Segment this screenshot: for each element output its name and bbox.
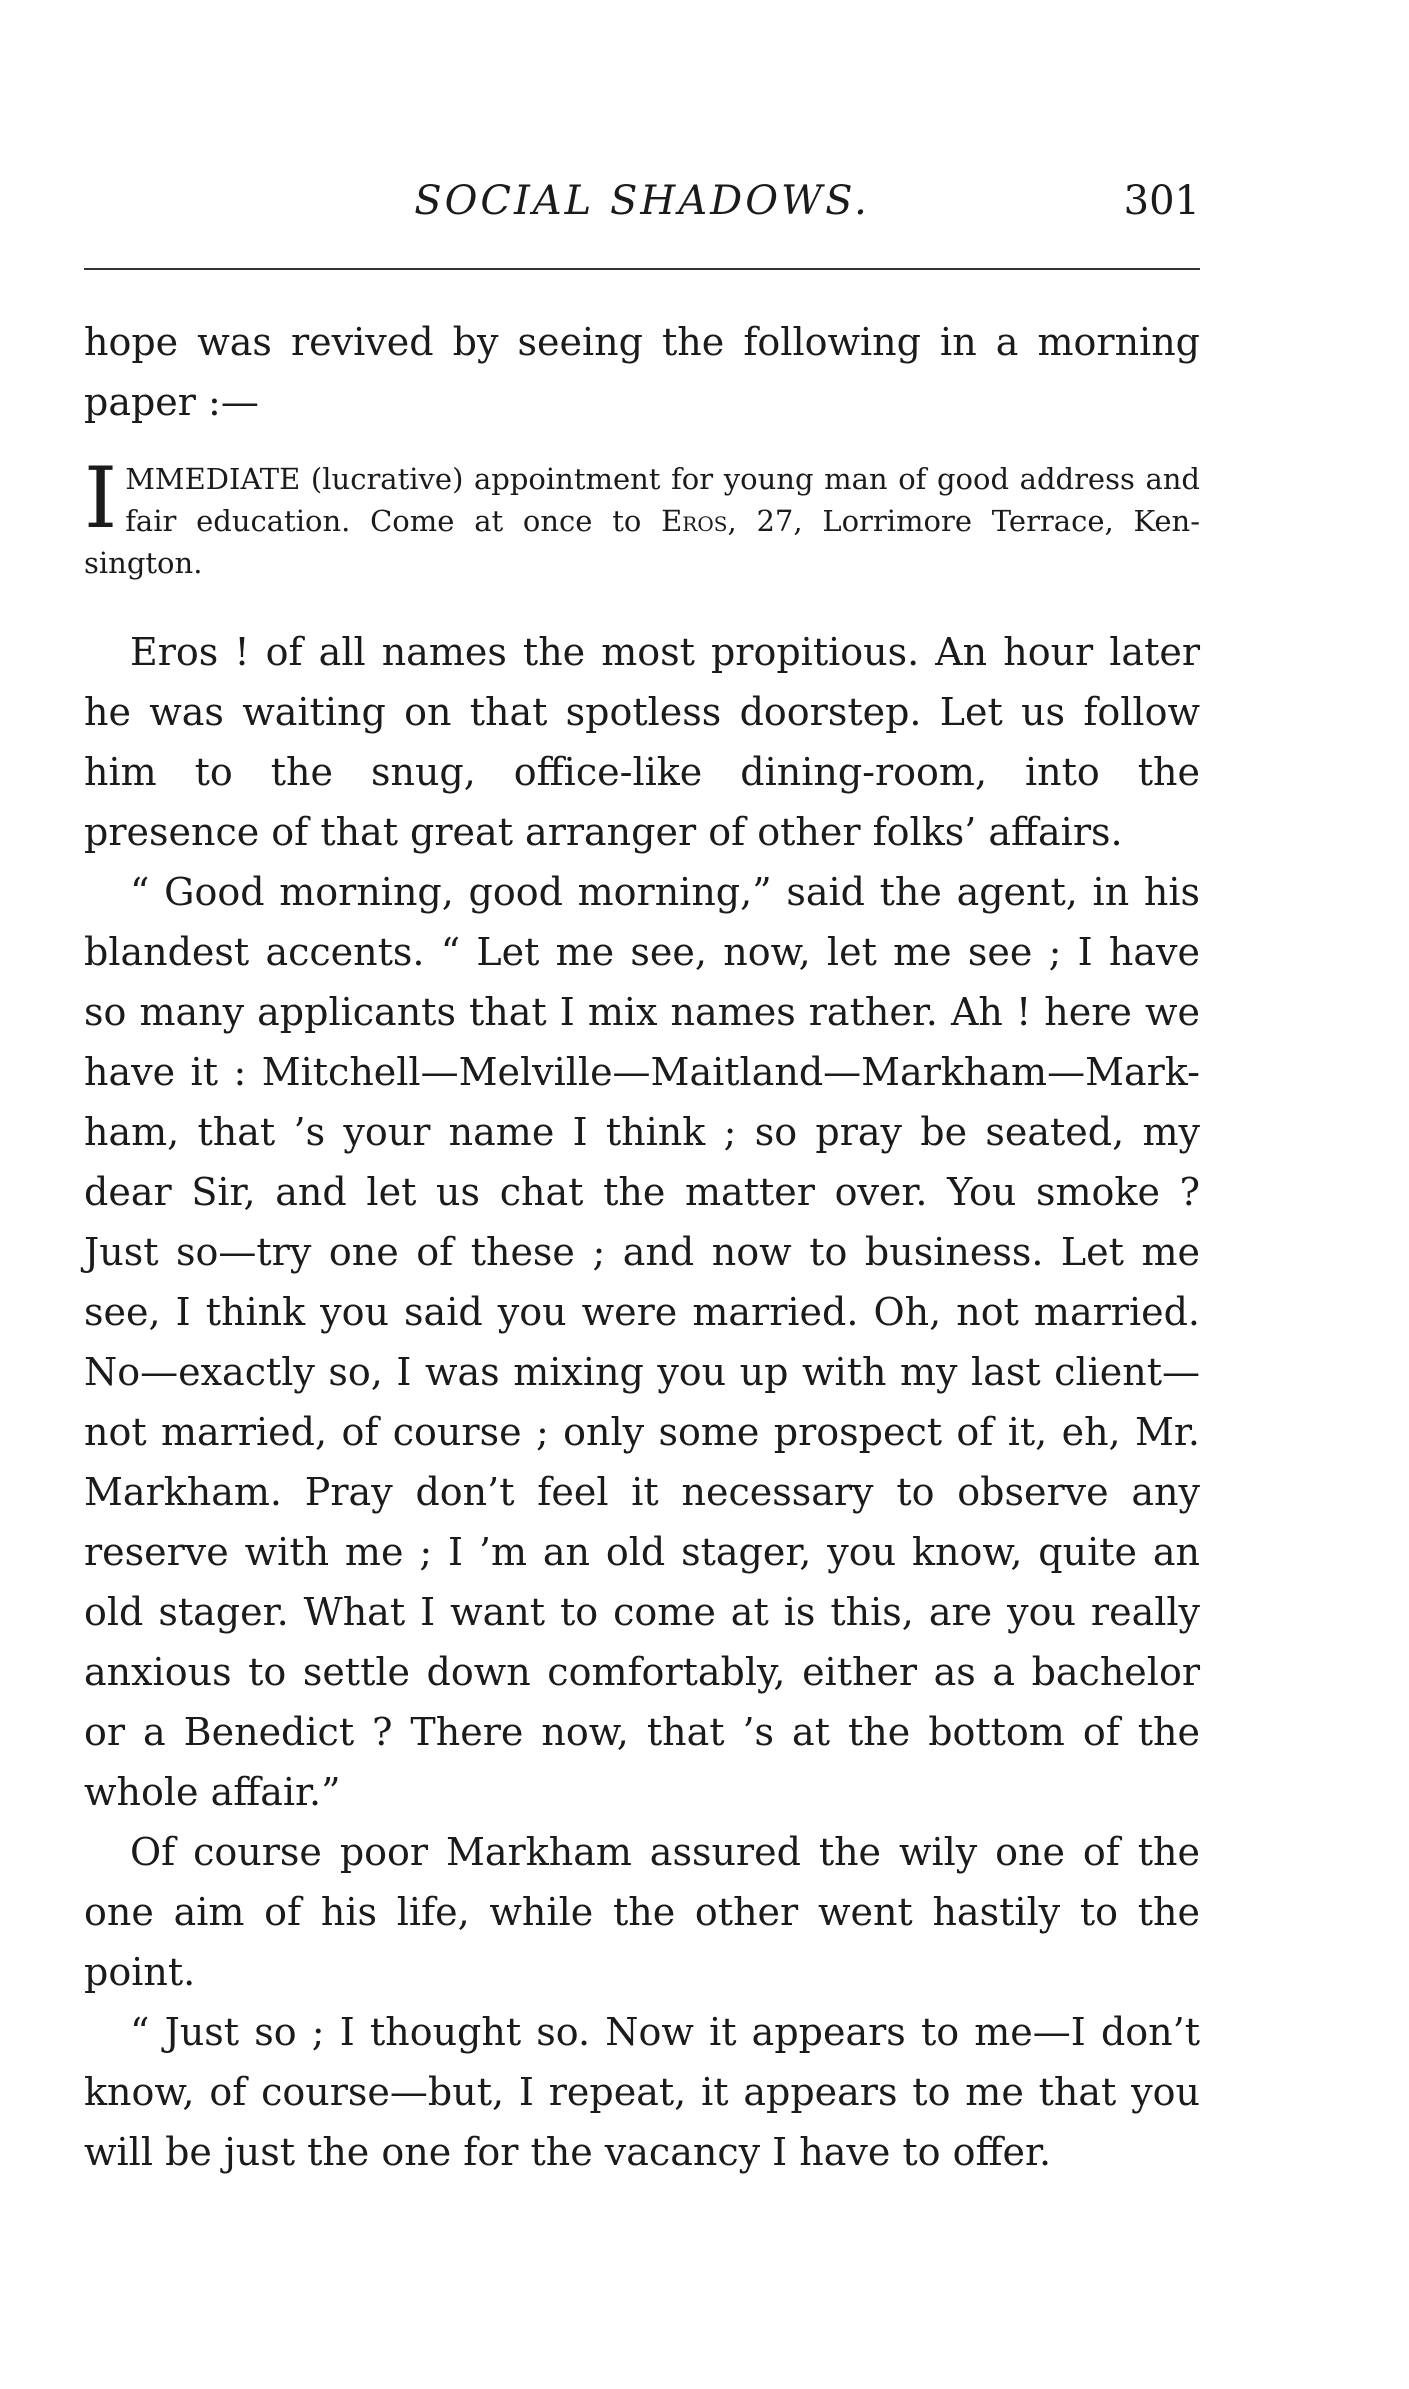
advertisement-quote — [84, 449, 1200, 584]
advertisement-text-end: , 27, Lorrimore Terrace, Ken-sington. — [84, 504, 1200, 580]
running-title: SOCIAL SHADOWS. — [414, 178, 870, 224]
advertisement-name-eros: Eros — [661, 504, 728, 538]
paragraph-eros: Eros ! of all names the most propitious. An hour later he was waiting on that spotless doorstep. Let us follow him to the snug, office-like dining-room, into the presence of that great arranger of other folks’ affairs. — [84, 630, 1200, 854]
paragraph-markham-assured: Of course poor Markham assured the wily one of the one aim of his life, while the other went hastily to the point. — [84, 1830, 1200, 1994]
header-rule — [84, 268, 1200, 270]
paragraph-good-morning: “ Good morning, good morning,” said the agent, in his blandest accents. “ Let me see, now, let me see ; I have so many applicants that I mix names rather. Ah ! here we have it : Mitchell—Melville—Maitland—Markham—Mark-ham, that ’s your name I think ; so pray be seated, my dear Sir, and let us chat the matter over. You smoke ? Just so—try one of these ; and now to business. Let me see, I think you said you were married. Oh, not married. No—exactly so, I was mixing you up with my last client—not married, of course ; only some prospect of it, eh, Mr. Markham. Pray don’t feel it necessary to observe any reserve with me ; I ’m an old stager, you know, quite an old stager. What I want to come at is this, are you really anxious to settle down comfortably, either as a bachelor or a Benedict ? There now, that ’s at the bottom of the whole affair.” — [84, 870, 1200, 1814]
paragraph-just-so: “ Just so ; I thought so. Now it appears to me—I don’t know, of course—but, I repeat, it appears to me that you will be just the one for the vacancy I have to offer. — [84, 2010, 1200, 2174]
advertisement-drop-cap: I — [84, 449, 118, 547]
page-number: 301 — [1123, 178, 1200, 224]
paragraph-continuation: hope was revived by seeing the following in a morning paper :— — [84, 320, 1200, 424]
page-body — [84, 312, 1200, 2182]
page-header — [84, 172, 1200, 228]
advertisement-text-start: MMEDIATE (lucrative) appointment for young man of good address and fair education. Come at once to — [125, 462, 1200, 538]
